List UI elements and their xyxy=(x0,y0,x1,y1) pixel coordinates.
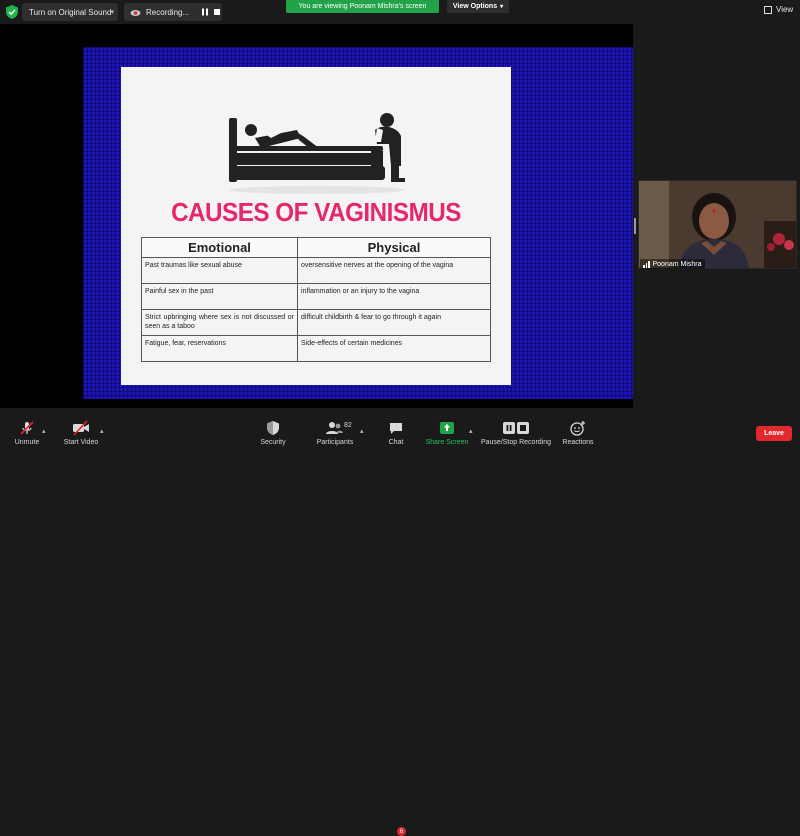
view-button[interactable] xyxy=(764,5,793,14)
table-row xyxy=(142,310,491,336)
view-options-button[interactable] xyxy=(447,0,509,13)
table-row xyxy=(142,336,491,362)
participants-icon xyxy=(324,420,346,436)
chevron-up-icon[interactable]: ▴ xyxy=(469,428,473,435)
unmute-label: Unmute xyxy=(14,439,40,446)
original-sound-label: Turn on Original Sound xyxy=(29,7,112,17)
cloud-record-icon xyxy=(130,9,141,16)
chat-unread-badge: 6 xyxy=(397,827,406,836)
recording-label: Recording... xyxy=(146,7,190,17)
share-screen-button[interactable] xyxy=(425,420,469,446)
share-screen-icon xyxy=(439,420,455,436)
reactions-button[interactable] xyxy=(561,420,595,446)
table-cell: Fatigue, fear, reservations xyxy=(142,336,298,362)
column-header-physical: Physical xyxy=(298,238,491,258)
emoji-plus-icon xyxy=(570,420,586,436)
view-options-label: View Options xyxy=(452,3,498,10)
participant-video xyxy=(639,181,797,269)
viewing-banner: You are viewing Poonam Mishra's screen xyxy=(286,0,439,13)
chevron-up-icon[interactable]: ▴ xyxy=(100,428,104,435)
view-label: View xyxy=(776,5,794,14)
chat-icon xyxy=(388,420,404,436)
security-button[interactable] xyxy=(258,420,288,446)
participant-name-label xyxy=(640,259,705,269)
participant-name: Poonam Mishra xyxy=(652,260,702,268)
grid-icon xyxy=(764,6,772,14)
chat-button[interactable] xyxy=(386,420,406,446)
table-cell: difficult childbirth & fear to go through it again xyxy=(298,310,491,336)
recording-indicator xyxy=(124,3,222,21)
table-cell: oversensitive nerves at the opening of the vagina xyxy=(298,258,491,284)
start-video-label: Start Video xyxy=(63,439,99,446)
table-cell: Side-effects of certain medicines xyxy=(298,336,491,362)
chevron-up-icon[interactable]: ▴ xyxy=(360,428,364,435)
participant-video-tile[interactable] xyxy=(638,180,797,269)
table-cell: Strict upbringing where sex is not discussed or seen as a taboo xyxy=(142,310,298,336)
table-row xyxy=(142,258,491,284)
chevron-down-icon: ▾ xyxy=(500,4,504,10)
slide-title: CAUSES OF VAGINISMUS xyxy=(171,197,461,227)
top-bar xyxy=(0,0,800,24)
table-cell: Past traumas like sexual abuse xyxy=(142,258,298,284)
shield-check-icon[interactable] xyxy=(6,5,18,19)
pause-stop-icon xyxy=(502,420,530,436)
original-sound-button[interactable] xyxy=(22,3,118,21)
meeting-toolbar xyxy=(0,408,800,835)
chevron-up-icon[interactable]: ▴ xyxy=(42,428,46,435)
shield-icon xyxy=(266,420,280,436)
causes-table xyxy=(141,237,491,362)
start-video-button[interactable] xyxy=(63,420,99,446)
chevron-down-icon[interactable]: ▾ xyxy=(110,9,114,16)
reactions-label: Reactions xyxy=(562,439,594,446)
security-label: Security xyxy=(260,439,286,446)
microphone-muted-icon xyxy=(19,420,35,436)
pause-icon[interactable] xyxy=(200,7,210,17)
pause-recording-label: Pause/Stop Recording xyxy=(480,439,552,446)
bed-couple-pictogram xyxy=(225,108,425,196)
chat-label: Chat xyxy=(388,439,404,446)
table-cell: Painful sex in the past xyxy=(142,284,298,310)
panel-resize-handle[interactable] xyxy=(634,218,636,234)
signal-bars-icon xyxy=(643,261,650,268)
table-cell: inflammation or an injury to the vagina xyxy=(298,284,491,310)
table-row xyxy=(142,284,491,310)
video-off-icon xyxy=(72,420,90,436)
table-header-row xyxy=(142,238,491,258)
stop-icon[interactable] xyxy=(212,7,222,17)
participants-label: Participants xyxy=(316,439,354,446)
leave-button[interactable]: Leave xyxy=(756,426,792,441)
column-header-emotional: Emotional xyxy=(142,238,298,258)
pause-stop-recording-button[interactable] xyxy=(479,420,553,446)
share-screen-label: Share Screen xyxy=(425,439,469,446)
participants-count: 82 xyxy=(344,422,352,429)
unmute-button[interactable] xyxy=(12,420,42,446)
